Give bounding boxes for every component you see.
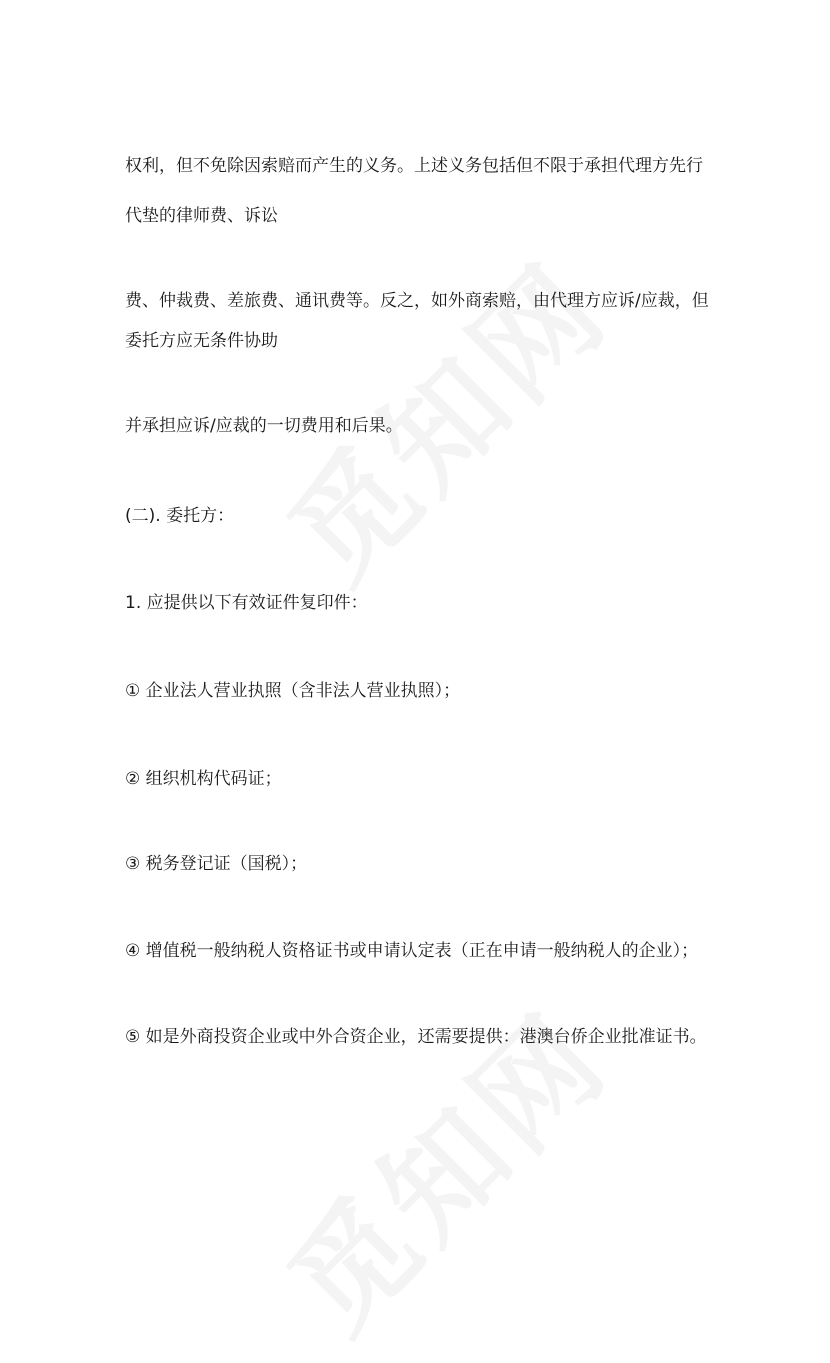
paragraph-line: 代垫的律师费、诉讼 [125,206,278,226]
list-item: ① 企业法人营业执照（含非法人营业执照）； [125,681,461,701]
paragraph-line: 委托方应无条件协助 [125,331,278,351]
list-item: ② 组织机构代码证； [125,769,282,789]
list-item: ④ 增值税一般纳税人资格证书或申请认定表（正在申请一般纳税人的企业）； [125,941,699,961]
list-heading: 1. 应提供以下有效证件复印件： [125,593,368,613]
paragraph-line: 费、仲裁费、差旅费、通讯费等。反之，如外商索赔，由代理方应诉/应裁，但 [125,291,709,311]
paragraph-line: 并承担应诉/应裁的一切费用和后果。 [125,416,403,436]
list-item: ⑤ 如是外商投资企业或中外合资企业，还需要提供：港澳台侨企业批准证书。 [125,1027,707,1047]
section-heading: (二). 委托方： [125,506,235,526]
list-item: ③ 税务登记证（国税）； [125,854,308,874]
paragraph-line: 权利，但不免除因索赔而产生的义务。上述义务包括但不限于承担代理方先行 [125,156,703,176]
